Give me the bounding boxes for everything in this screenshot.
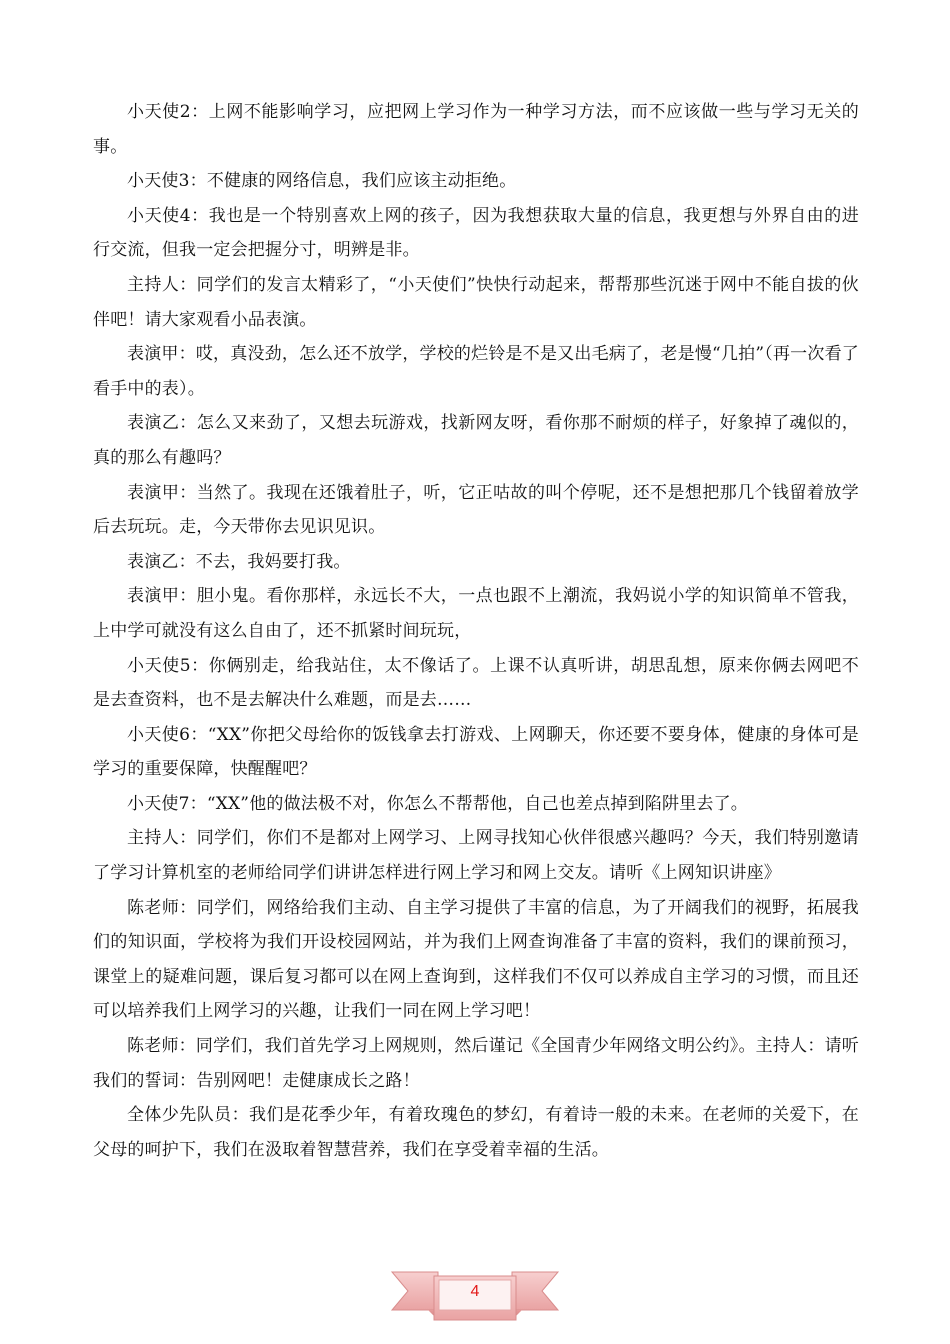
paragraph: 陈老师：同学们，网络给我们主动、自主学习提供了丰富的信息，为了开阔我们的视野，拓展我们的知识面，学校将为我们开设校园网站，并为我们上网查询准备了丰富的资料，我们的课前预习，课堂上的疑难问题，课后复习都可以在网上查询到，这样我们不仅可以养成自主学习的习惯，而且还可以培养我们上网学习的兴趣，让我们一同在网上学习吧！ <box>93 897 859 1022</box>
page-number: 4 <box>470 1283 480 1300</box>
paragraph: 全体少先队员：我们是花季少年，有着玫瑰色的梦幻，有着诗一般的未来。在老师的关爱下，在父母的呵护下，我们在汲取着智慧营养，我们在享受着幸福的生活。 <box>93 1105 859 1160</box>
body-text <box>93 95 859 1167</box>
paragraph: 主持人：同学们，你们不是都对上网学习、上网寻找知心伙伴很感兴趣吗？今天，我们特别邀请了学习计算机室的老师给同学们讲讲怎样进行网上学习和网上交友。请听《上网知识讲座》 <box>93 828 859 884</box>
paragraph: 表演甲：哎，真没劲，怎么还不放学，学校的烂铃是不是又出毛病了，老是慢“几拍”（再一次看了看手中的表）。 <box>93 344 859 399</box>
paragraph: 陈老师：同学们，我们首先学习上网规则，然后谨记《全国青少年网络文明公约》。主持人：请听我们的誓词：告别网吧！走健康成长之路！ <box>93 1036 859 1091</box>
paragraph: 主持人：同学们的发言太精彩了，“小天使们”快快行动起来，帮帮那些沉迷于网中不能自拔的伙伴吧！请大家观看小品表演。 <box>93 274 859 330</box>
paragraph: 表演乙：不去，我妈要打我。 <box>127 551 351 572</box>
page-number-badge <box>390 1262 560 1336</box>
paragraph: 小天使3：不健康的网络信息，我们应该主动拒绝。 <box>127 171 517 192</box>
paragraph: 小天使7：“XX”他的做法极不对，你怎么不帮帮他，自己也差点掉到陷阱里去了。 <box>127 793 749 814</box>
paragraph: 小天使4：我也是一个特别喜欢上网的孩子，因为我想获取大量的信息，我更想与外界自由的进行交流，但我一定会把握分寸，明辨是非。 <box>93 205 859 261</box>
paragraph: 小天使5：你俩别走，给我站住，太不像话了。上课不认真听讲，胡思乱想，原来你俩去网吧不是去查资料，也不是去解决什么难题，而是去…… <box>93 655 859 711</box>
paragraph: 表演甲：当然了。我现在还饿着肚子，听，它正咕故的叫个停呢，还不是想把那几个钱留着放学后去玩玩。走，今天带你去见识见识。 <box>93 482 859 538</box>
paragraph: 表演乙：怎么又来劲了，又想去玩游戏，找新网友呀，看你那不耐烦的样子，好象掉了魂似的，真的那么有趣吗？ <box>93 413 859 468</box>
paragraph: 小天使6：“XX”你把父母给你的饭钱拿去打游戏、上网聊天，你还要不要身体，健康的身体可是学习的重要保障，快醒醒吧？ <box>93 724 859 780</box>
paragraph: 小天使2：上网不能影响学习，应把网上学习作为一种学习方法，而不应该做一些与学习无关的事。 <box>93 102 859 157</box>
paragraph: 表演甲：胆小鬼。看你那样，永远长不大，一点也跟不上潮流，我妈说小学的知识简单不管我，上中学可就没有这么自由了，还不抓紧时间玩玩， <box>93 586 859 641</box>
